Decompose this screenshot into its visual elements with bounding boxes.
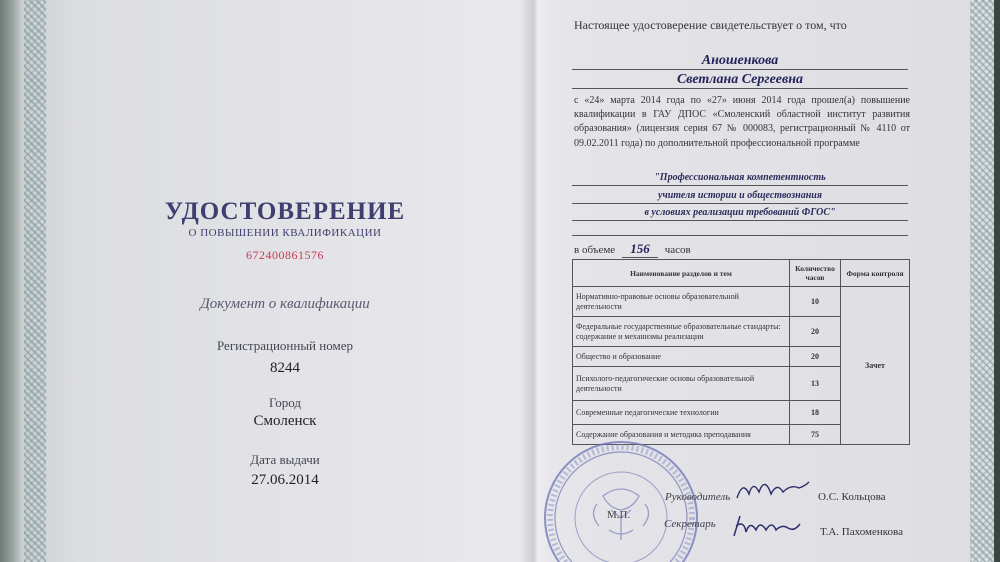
- registration-label: Регистрационный номер: [217, 338, 353, 353]
- row-hours: 18: [790, 401, 841, 425]
- signature-row-secretary: [664, 518, 716, 530]
- secretary-role: Секретарь: [664, 518, 716, 530]
- row-topic: Федеральные государственные образовательные стандарты: содержание и механизмы реализации: [573, 317, 790, 347]
- row-topic: Современные педагогические технологии: [573, 401, 790, 425]
- issue-date-label: Дата выдачи: [250, 452, 320, 467]
- director-role: Руководитель: [665, 491, 731, 503]
- row-topic: Общество и образование: [573, 347, 790, 367]
- program-line-3: в условиях реализации требований ФГОС": [644, 207, 836, 218]
- director-signature: [733, 478, 813, 504]
- course-paragraph: с «24» марта 2014 года по «27» июня 2014 года прошел(а) повышение квалификации в ГАУ ДПОС «Смоленский областной институт развития образования» (лицензия серия 67 № 000083, регистрационный № 4110 от 09.02.2011 года) по дополнительной профессиональной программе: [574, 95, 910, 149]
- certificate-title: УДОСТОВЕРЕНИЕ: [164, 198, 406, 225]
- serial-number: 672400861576: [246, 248, 324, 262]
- given-names: Светлана Сергеевна: [676, 72, 804, 87]
- intro-text: Настоящее удостоверение свидетельствует о том, что: [574, 18, 847, 32]
- volume-prefix: в объеме: [574, 244, 616, 256]
- secretary-signature: [728, 510, 810, 544]
- row-hours: 75: [790, 425, 841, 445]
- volume-suffix: часов: [664, 244, 691, 256]
- header-hours: Количество часов: [790, 260, 841, 287]
- names-line: [572, 88, 908, 89]
- certificate-subtitle: О ПОВЫШЕНИИ КВАЛИФИКАЦИИ: [188, 227, 382, 239]
- ornamental-border-left: [24, 0, 46, 562]
- table-header-row: [573, 260, 910, 287]
- surname: Аношенкова: [701, 53, 779, 68]
- row-topic: Нормативно-правовые основы образовательной деятельности: [573, 287, 790, 317]
- surname-line: [572, 69, 908, 70]
- program-underline-3: [572, 220, 908, 221]
- table-row: [573, 287, 910, 317]
- ornamental-border-right: [970, 0, 996, 562]
- volume-line: [574, 241, 691, 258]
- row-topic: Психолого-педагогические основы образовательной деятельности: [573, 367, 790, 401]
- cover-edge-right: [994, 0, 1000, 562]
- program-underline-4: [572, 235, 908, 236]
- city-value: Смоленск: [253, 413, 317, 429]
- program-underline-2: [572, 203, 908, 204]
- cover-edge: [0, 0, 22, 562]
- signature-row-director: [665, 491, 730, 503]
- program-line-1: "Профессиональная компетентность: [654, 172, 826, 183]
- curriculum-table: [572, 259, 910, 445]
- row-hours: 10: [790, 287, 841, 317]
- row-hours: 20: [790, 347, 841, 367]
- row-topic: Содержание образования и методика преподавания: [573, 425, 790, 445]
- secretary-name: Т.А. Пахоменкова: [820, 526, 903, 538]
- director-name: О.С. Кольцова: [818, 491, 886, 503]
- control-form: Зачет: [841, 287, 910, 445]
- city-label: Город: [268, 395, 302, 410]
- header-topic: Наименование разделов и тем: [573, 260, 790, 287]
- document-type: Документ о квалификации: [200, 296, 370, 312]
- volume-hours: 156: [622, 241, 658, 258]
- program-line-2: учителя истории и обществознания: [658, 190, 822, 201]
- row-hours: 20: [790, 317, 841, 347]
- program-underline-1: [572, 185, 908, 186]
- issue-date: 27.06.2014: [251, 472, 319, 488]
- row-hours: 13: [790, 367, 841, 401]
- registration-number: 8244: [270, 360, 300, 376]
- stamp-mp-label: М.П.: [607, 509, 631, 521]
- header-control: Форма контроля: [841, 260, 910, 287]
